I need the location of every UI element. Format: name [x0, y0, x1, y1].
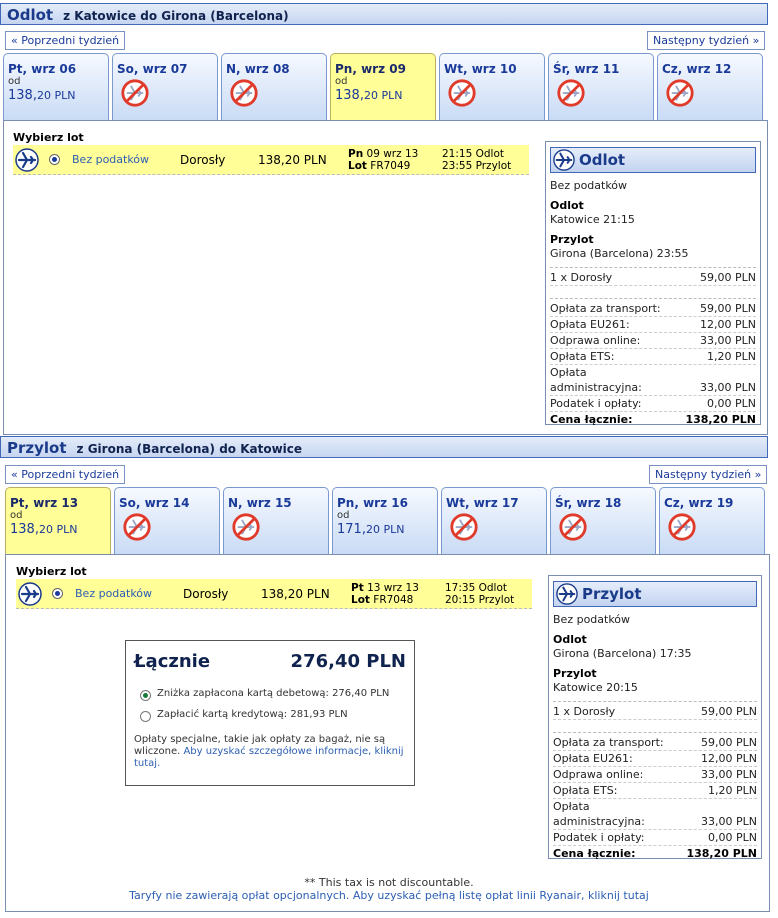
tab-date: N, wrz 15 [228, 496, 292, 510]
departure-passenger-type: Dorosły [180, 152, 226, 167]
tab-price: 138,20 PLN [8, 88, 76, 103]
fee-row: Odprawa online: 33,00 PLN [553, 768, 757, 781]
tab-date: Pn, wrz 09 [335, 62, 406, 76]
departure-summary-passenger: 1 x Dorosły 59,00 PLN [550, 271, 756, 284]
debit-card-radio[interactable] [140, 690, 151, 701]
tab-date: Cz, wrz 19 [664, 496, 734, 510]
return-summary-title: Przylot [582, 585, 642, 603]
departure-header [0, 3, 768, 25]
debit-card-option[interactable]: Zniżka zapłacona kartą debetową: 276,40 PLN [134, 688, 406, 701]
return-summary-fees [553, 735, 757, 846]
tab-date: Pt, wrz 13 [10, 496, 79, 510]
no-flight-icon [667, 512, 697, 542]
return-date-tab[interactable] [223, 487, 329, 554]
return-summary-passenger: 1 x Dorosły 59,00 PLN [553, 705, 757, 718]
tab-price: 138,20 PLN [10, 522, 78, 537]
tab-price: 138,20 PLN [335, 88, 403, 103]
no-flight-icon [558, 512, 588, 542]
plane-icon [556, 583, 578, 605]
tab-date: So, wrz 07 [117, 62, 188, 76]
departure-date-tab[interactable] [221, 53, 327, 120]
departure-route: z Katowice do Girona (Barcelona) [63, 9, 289, 23]
tax-footnote: ** This tax is not discountable. [304, 876, 474, 889]
no-flight-icon [449, 512, 479, 542]
return-date-tab[interactable] [332, 487, 438, 554]
no-flight-icon [120, 78, 150, 108]
departure-flight-times: 21:15 Odlot 23:55 Przylot [442, 147, 512, 172]
total-label: Łącznie [134, 651, 211, 672]
tab-date: Wt, wrz 17 [446, 496, 519, 510]
return-next-week-button[interactable]: Następny tydzień » [649, 465, 767, 484]
plane-icon [15, 148, 39, 172]
departure-title: Odlot [7, 6, 54, 24]
tab-from-label: od [335, 76, 348, 87]
fee-row: Podatek i opłaty: 0,00 PLN [553, 831, 757, 844]
return-fare-type: Bez podatków [75, 587, 153, 600]
departure-summary-fees [550, 301, 756, 412]
tab-from-label: od [10, 510, 23, 521]
departure-prev-week-button[interactable]: « Poprzedni tydzień [5, 31, 125, 50]
return-flight-radio[interactable] [52, 588, 63, 599]
departure-flight-details: Pn 09 wrz 13 Lot FR7049 [348, 147, 419, 172]
return-flight-times: 17:35 Odlot 20:15 Przylot [445, 581, 515, 606]
tab-from-label: od [8, 76, 21, 87]
fee-row: Opłata administracyjna: 33,00 PLN [550, 366, 756, 394]
no-flight-icon [231, 512, 261, 542]
fee-row: Odprawa online: 33,00 PLN [550, 334, 756, 347]
return-flight-price: 138,20 PLN [261, 586, 330, 601]
no-flight-icon [447, 78, 477, 108]
fee-row: Podatek i opłaty: 0,00 PLN [550, 397, 756, 410]
credit-card-option[interactable]: Zapłacić kartą kredytową: 281,93 PLN [134, 709, 406, 722]
departure-date-tab[interactable] [112, 53, 218, 120]
return-date-tab[interactable] [114, 487, 220, 554]
special-fees-note: Opłaty specjalne, takie jak opłaty za bagaż, nie są wliczone. Aby uzyskać szczegółowe informacje, kliknij tutaj. [134, 734, 404, 769]
return-summary-fare: Bez podatków [553, 613, 631, 626]
no-flight-icon [122, 512, 152, 542]
tab-date: Śr, wrz 11 [553, 62, 620, 76]
credit-card-radio[interactable] [140, 711, 151, 722]
details-link[interactable]: Aby uzyskać szczegółowe informacje, kliknij tutaj. [134, 746, 404, 769]
tab-from-label: od [337, 510, 350, 521]
return-header [0, 436, 768, 458]
fee-row: Opłata EU261: 12,00 PLN [553, 752, 757, 765]
no-flight-icon [556, 78, 586, 108]
return-date-tab[interactable] [550, 487, 656, 554]
departure-summary-dep-label: Odlot [550, 199, 584, 212]
total-amount: 276,40 PLN [290, 651, 406, 672]
return-flight-details: Pt 13 wrz 13 Lot FR7048 [351, 581, 419, 606]
tab-date: Pn, wrz 16 [337, 496, 408, 510]
departure-fare-type: Bez podatków [72, 153, 150, 166]
departure-date-tab[interactable] [548, 53, 654, 120]
departure-date-tab[interactable] [657, 53, 763, 120]
departure-summary-title: Odlot [579, 151, 626, 169]
departure-next-week-button[interactable]: Następny tydzień » [647, 31, 765, 50]
fee-row: Opłata ETS: 1,20 PLN [550, 350, 756, 363]
departure-summary-arr-value: Girona (Barcelona) 23:55 [550, 247, 689, 260]
return-prev-week-button[interactable]: « Poprzedni tydzień [5, 465, 125, 484]
departure-flight-price: 138,20 PLN [258, 152, 327, 167]
return-summary [548, 575, 762, 859]
fee-row: Opłata administracyjna: 33,00 PLN [553, 800, 757, 828]
return-choose-flight-label: Wybierz lot [16, 565, 87, 578]
departure-summary-total: Cena łącznie: 138,20 PLN [550, 413, 756, 426]
plane-icon [553, 149, 575, 171]
fee-row: Opłata za transport: 59,00 PLN [550, 302, 756, 315]
return-summary-arr-value: Katowice 20:15 [553, 681, 638, 694]
departure-date-tab[interactable] [439, 53, 545, 120]
tab-date: Cz, wrz 12 [662, 62, 732, 76]
tab-date: Pt, wrz 06 [8, 62, 77, 76]
return-flight-row[interactable] [16, 579, 532, 609]
departure-choose-flight-label: Wybierz lot [13, 131, 84, 144]
tab-date: Wt, wrz 10 [444, 62, 517, 76]
no-flight-icon [665, 78, 695, 108]
fee-row: Opłata za transport: 59,00 PLN [553, 736, 757, 749]
return-summary-arr-label: Przylot [553, 667, 597, 680]
no-flight-icon [229, 78, 259, 108]
plane-icon [18, 582, 42, 606]
return-passenger-type: Dorosły [183, 586, 229, 601]
departure-date-tab[interactable] [330, 53, 436, 120]
return-summary-dep-value: Girona (Barcelona) 17:35 [553, 647, 692, 660]
return-date-tab[interactable] [659, 487, 765, 554]
return-date-tab[interactable] [5, 487, 111, 554]
fee-row: Opłata EU261: 12,00 PLN [550, 318, 756, 331]
return-route: z Girona (Barcelona) do Katowice [76, 442, 303, 456]
total-price-box [125, 640, 415, 786]
tab-price: 171,20 PLN [337, 522, 405, 537]
return-title: Przylot [7, 439, 67, 457]
return-summary-dep-label: Odlot [553, 633, 587, 646]
tab-date: So, wrz 14 [119, 496, 190, 510]
departure-summary-header [550, 147, 756, 173]
tab-date: N, wrz 08 [226, 62, 290, 76]
return-date-tab[interactable] [441, 487, 547, 554]
return-summary-total: Cena łącznie: 138,20 PLN [553, 847, 757, 860]
departure-summary-fare: Bez podatków [550, 179, 628, 192]
departure-summary [545, 141, 761, 425]
departure-flight-row[interactable] [13, 145, 529, 175]
return-summary-header [553, 581, 757, 607]
tab-date: Śr, wrz 18 [555, 496, 622, 510]
fee-row: Opłata ETS: 1,20 PLN [553, 784, 757, 797]
departure-flight-radio[interactable] [49, 154, 60, 165]
departure-summary-arr-label: Przylot [550, 233, 594, 246]
departure-date-tab[interactable] [3, 53, 109, 120]
optional-fees-link[interactable]: Taryfy nie zawierają opłat opcjonalnych. Aby uzyskać pełną listę opłat linii Ryanair, kliknij tutaj [129, 889, 649, 902]
departure-summary-dep-value: Katowice 21:15 [550, 213, 635, 226]
